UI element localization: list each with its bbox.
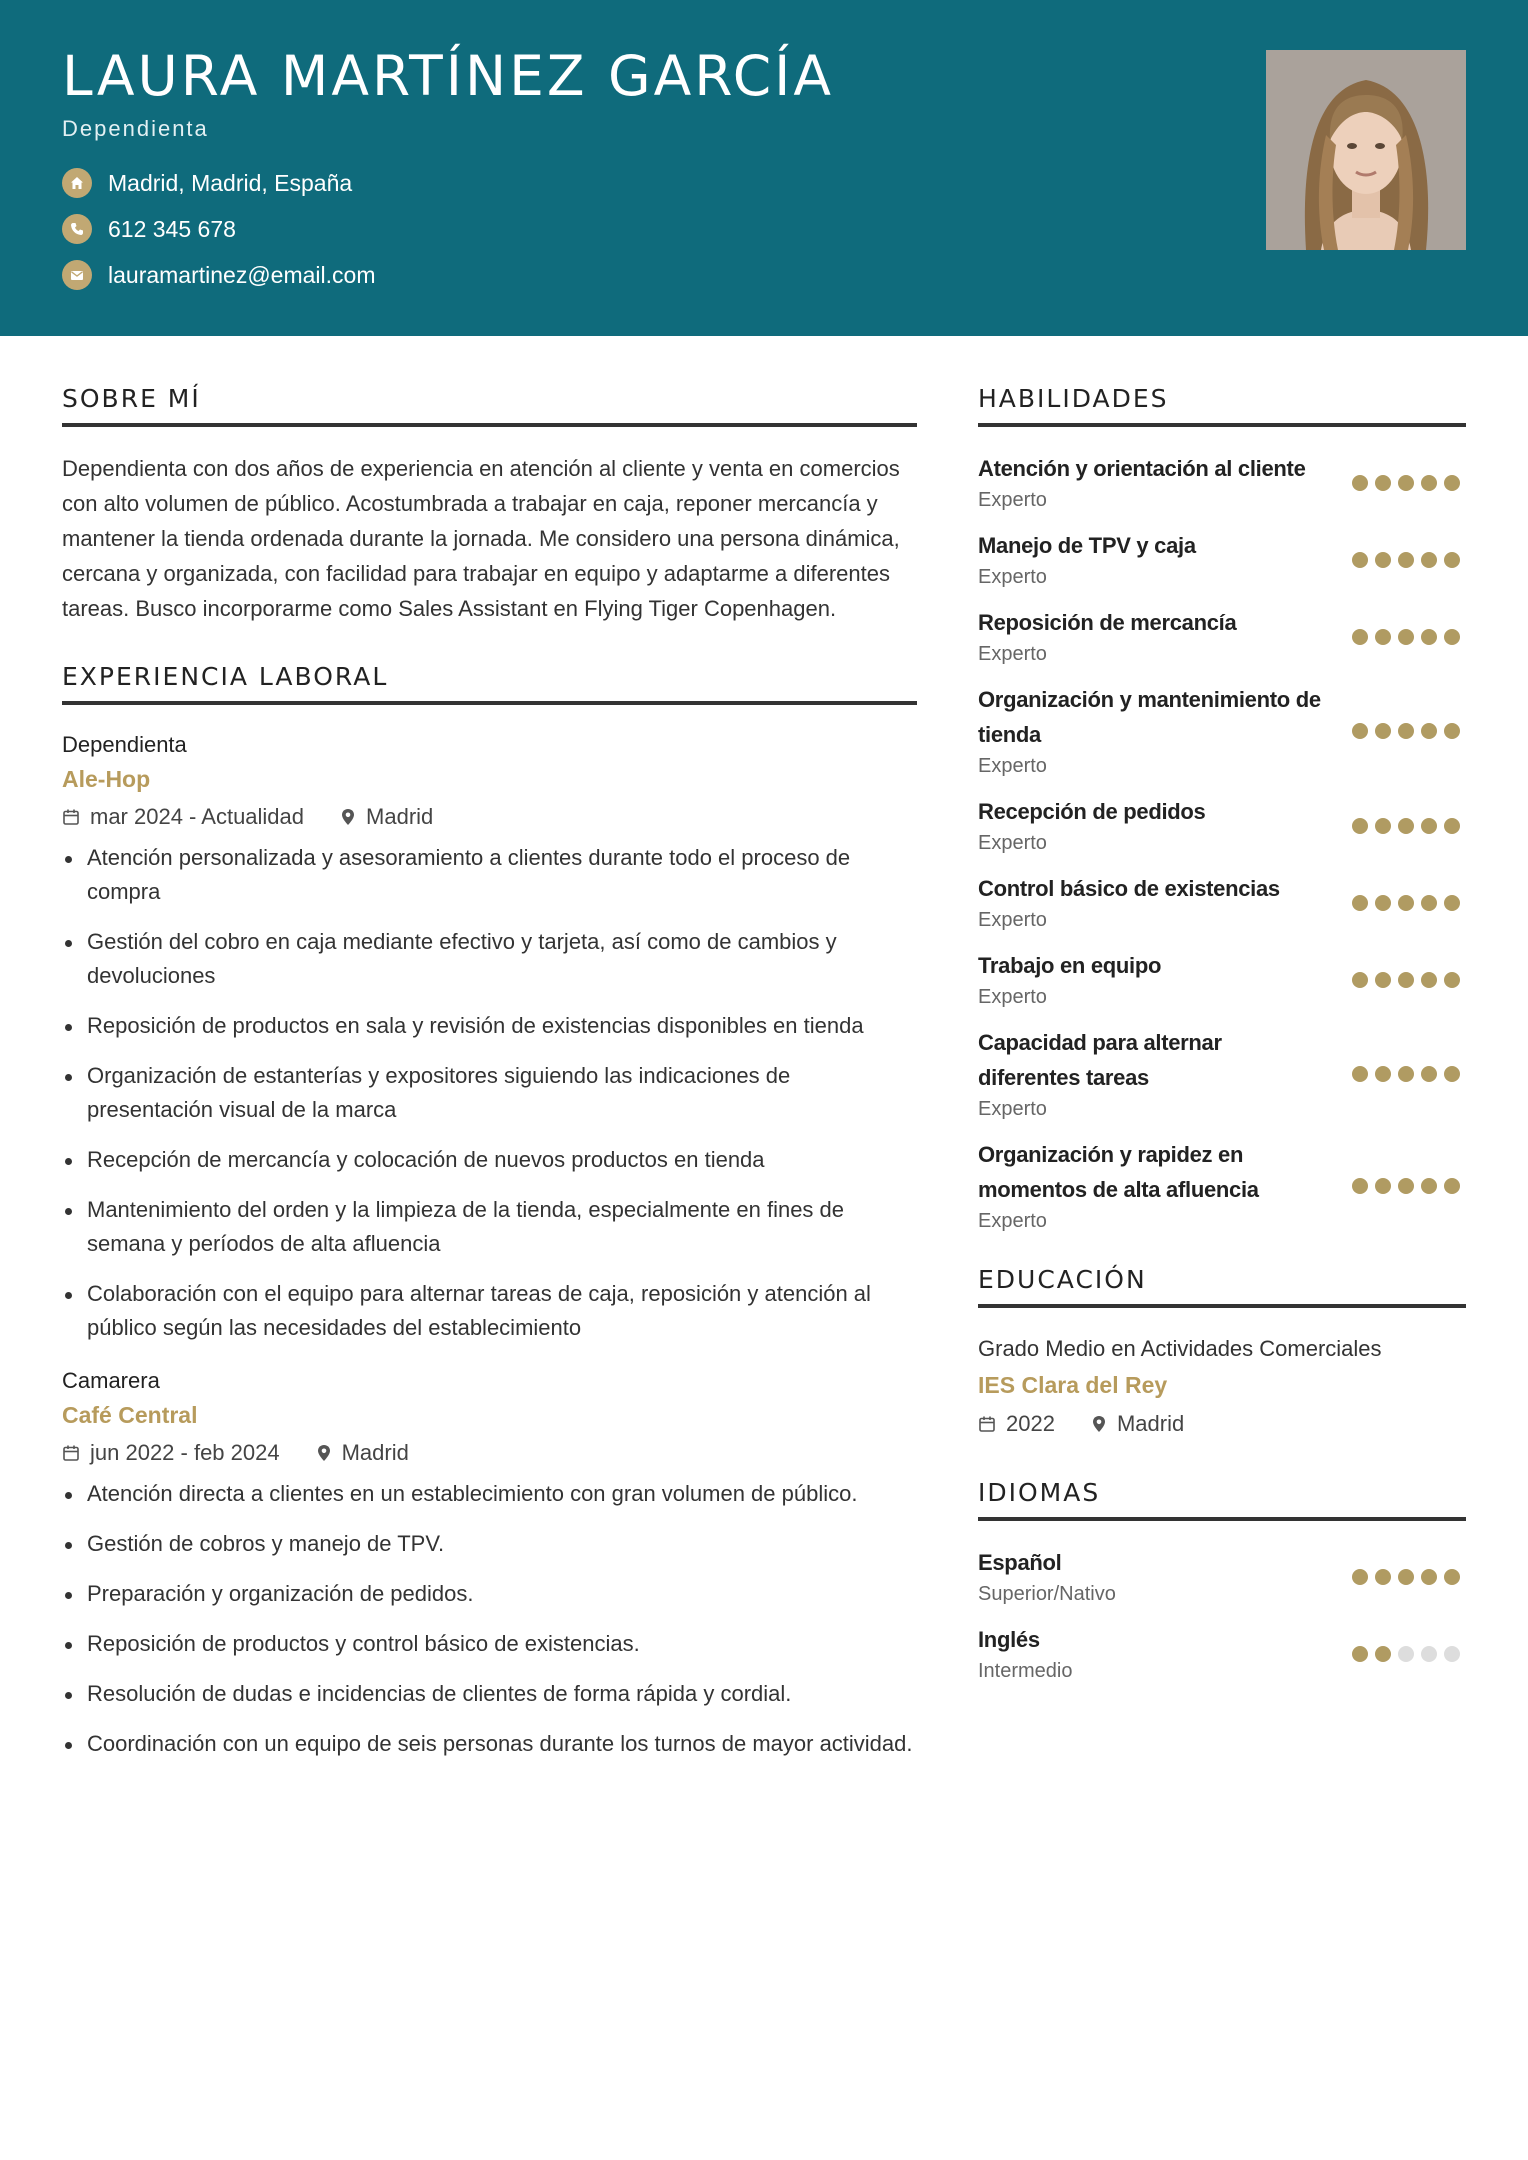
rating-dot-filled	[1375, 1646, 1391, 1662]
rating-dot-filled	[1421, 475, 1437, 491]
phone-icon	[62, 214, 92, 244]
job-bullet: Mantenimiento del orden y la limpieza de la tienda, especialmente en fines de semana y períodos de alta afluencia	[62, 1193, 917, 1261]
job-entry	[62, 729, 917, 1345]
location-pin-icon	[316, 1444, 332, 1462]
rating-dot-filled	[1398, 629, 1414, 645]
contact-address	[62, 160, 376, 206]
job-location-text: Madrid	[366, 804, 434, 829]
skill-rating	[1345, 818, 1460, 834]
job-bullet: Recepción de mercancía y colocación de nuevos productos en tienda	[62, 1143, 917, 1177]
rating-dot-filled	[1398, 552, 1414, 568]
skill-level: Experto	[978, 1210, 1047, 1232]
language-name: Inglés	[978, 1627, 1040, 1652]
job-dates-text: jun 2022 - feb 2024	[90, 1440, 280, 1465]
about-text: Dependienta con dos años de experiencia en atención al cliente y venta en comercios con alto volumen de público. Acostumbrada a trabajar en caja, reponer mercancía y mantener la tienda ordenada durante la jornada. Me considero una persona dinámica, cercana y organizada, con facilidad para trabajar en equipo y adaptarme a diferentes tareas. Busco incorporarme como Sales Assistant en Flying Tiger Copenhagen.	[62, 456, 900, 621]
contact-email	[62, 252, 376, 298]
rating-dot-filled	[1421, 972, 1437, 988]
language-level: Intermedio	[978, 1660, 1073, 1682]
job-entry	[62, 1365, 917, 1761]
rating-dot-filled	[1421, 895, 1437, 911]
rating-dot-filled	[1398, 972, 1414, 988]
job-title: Dependienta	[62, 732, 187, 757]
education-degree: Grado Medio en Actividades Comerciales	[978, 1336, 1382, 1361]
skill-name: Trabajo en equipo	[978, 953, 1162, 978]
education-year	[978, 1411, 1055, 1437]
skill-name: Organización y mantenimiento de tienda	[978, 687, 1321, 747]
education-meta	[978, 1404, 1466, 1444]
rating-dot-filled	[1375, 552, 1391, 568]
job-bullet: Reposición de productos en sala y revisión de existencias disponibles en tienda	[62, 1009, 917, 1043]
skill-name: Recepción de pedidos	[978, 799, 1206, 824]
job-location	[340, 804, 433, 830]
job-bullet: Gestión del cobro en caja mediante efectivo y tarjeta, así como de cambios y devoluciones	[62, 925, 917, 993]
rating-dot-filled	[1352, 1569, 1368, 1585]
rating-dot-filled	[1352, 475, 1368, 491]
job-bullets	[62, 841, 917, 1345]
job-bullet: Colaboración con el equipo para alternar tareas de caja, reposición y atención al público según las necesidades del establecimiento	[62, 1277, 917, 1345]
job-bullet: Reposición de productos y control básico de existencias.	[62, 1627, 917, 1661]
job-company: Café Central	[62, 1402, 198, 1428]
skill-name: Reposición de mercancía	[978, 610, 1237, 635]
skill-item	[978, 605, 1466, 668]
rating-dot-filled	[1352, 723, 1368, 739]
phone-text[interactable]: 612 345 678	[108, 215, 236, 242]
job-bullet: Resolución de dudas e incidencias de clientes de forma rápida y cordial.	[62, 1677, 917, 1711]
skills-list	[978, 451, 1466, 1235]
education-title: EDUCACIÓN	[978, 1265, 1466, 1308]
rating-dot-filled	[1375, 972, 1391, 988]
rating-dot-filled	[1375, 723, 1391, 739]
education-year-text: 2022	[1006, 1411, 1055, 1436]
right-column	[978, 384, 1466, 1699]
skill-rating	[1345, 723, 1460, 739]
job-title: Camarera	[62, 1368, 160, 1393]
profile-photo	[1266, 50, 1466, 250]
job-bullet: Preparación y organización de pedidos.	[62, 1577, 917, 1611]
rating-dot-filled	[1375, 1066, 1391, 1082]
rating-dot-filled	[1352, 1646, 1368, 1662]
skill-item	[978, 871, 1466, 934]
rating-dot-filled	[1421, 1178, 1437, 1194]
candidate-name: LAURA MARTÍNEZ GARCÍA	[62, 44, 835, 108]
mail-icon	[62, 260, 92, 290]
language-level: Superior/Nativo	[978, 1583, 1116, 1605]
rating-dot-filled	[1421, 552, 1437, 568]
skill-level: Experto	[978, 566, 1047, 588]
rating-dot-filled	[1398, 895, 1414, 911]
rating-dot-filled	[1398, 818, 1414, 834]
job-meta	[62, 1433, 917, 1473]
rating-dot-filled	[1444, 552, 1460, 568]
skill-rating	[1345, 895, 1460, 911]
rating-dot-filled	[1444, 972, 1460, 988]
rating-dot-filled	[1352, 552, 1368, 568]
language-rating	[1345, 1569, 1460, 1585]
language-item	[978, 1622, 1466, 1685]
contact-phone	[62, 206, 376, 252]
address-text: Madrid, Madrid, España	[108, 169, 353, 196]
rating-dot-filled	[1444, 895, 1460, 911]
language-name: Español	[978, 1550, 1062, 1575]
skill-item	[978, 1025, 1466, 1123]
skill-name: Organización y rapidez en momentos de alta afluencia	[978, 1142, 1259, 1202]
job-location	[316, 1440, 409, 1466]
rating-dot-filled	[1398, 723, 1414, 739]
rating-dot-filled	[1398, 1569, 1414, 1585]
location-pin-icon	[1091, 1415, 1107, 1433]
rating-dot-empty	[1421, 1646, 1437, 1662]
skill-name: Control básico de existencias	[978, 876, 1280, 901]
home-icon	[62, 168, 92, 198]
skill-item	[978, 794, 1466, 857]
education-school: IES Clara del Rey	[978, 1372, 1168, 1398]
rating-dot-filled	[1421, 1569, 1437, 1585]
header-banner	[0, 0, 1528, 336]
calendar-icon	[978, 1415, 996, 1433]
location-pin-icon	[340, 808, 356, 826]
experience-title: EXPERIENCIA LABORAL	[62, 662, 917, 705]
skill-rating	[1345, 552, 1460, 568]
job-bullet: Coordinación con un equipo de seis personas durante los turnos de mayor actividad.	[62, 1727, 917, 1761]
skill-item	[978, 948, 1466, 1011]
rating-dot-filled	[1444, 629, 1460, 645]
skill-level: Experto	[978, 1098, 1047, 1120]
left-column	[62, 384, 917, 1781]
skill-name: Capacidad para alternar diferentes tareas	[978, 1030, 1222, 1090]
rating-dot-filled	[1375, 895, 1391, 911]
job-bullet: Organización de estanterías y expositores siguiendo las indicaciones de presentación visual de la marca	[62, 1059, 917, 1127]
skill-rating	[1345, 629, 1460, 645]
skills-title: HABILIDADES	[978, 384, 1466, 427]
skill-rating	[1345, 1178, 1460, 1194]
job-bullet: Gestión de cobros y manejo de TPV.	[62, 1527, 917, 1561]
job-meta	[62, 797, 917, 837]
rating-dot-filled	[1375, 629, 1391, 645]
rating-dot-filled	[1421, 629, 1437, 645]
job-location-text: Madrid	[341, 1440, 409, 1465]
rating-dot-filled	[1352, 972, 1368, 988]
rating-dot-filled	[1352, 895, 1368, 911]
skill-item	[978, 528, 1466, 591]
rating-dot-filled	[1421, 818, 1437, 834]
rating-dot-filled	[1444, 1178, 1460, 1194]
rating-dot-filled	[1444, 818, 1460, 834]
skill-item	[978, 451, 1466, 514]
languages-title: IDIOMAS	[978, 1478, 1466, 1521]
job-company: Ale-Hop	[62, 766, 151, 792]
contact-list	[62, 160, 376, 298]
rating-dot-filled	[1352, 1178, 1368, 1194]
rating-dot-empty	[1444, 1646, 1460, 1662]
rating-dot-filled	[1375, 1178, 1391, 1194]
skill-level: Experto	[978, 909, 1047, 931]
rating-dot-filled	[1444, 1066, 1460, 1082]
job-dates-text: mar 2024 - Actualidad	[90, 804, 305, 829]
skill-level: Experto	[978, 489, 1047, 511]
skill-level: Experto	[978, 986, 1047, 1008]
rating-dot-filled	[1375, 818, 1391, 834]
language-rating	[1345, 1646, 1460, 1662]
rating-dot-filled	[1444, 475, 1460, 491]
skill-name: Atención y orientación al cliente	[978, 456, 1306, 481]
skill-rating	[1345, 1066, 1460, 1082]
email-text[interactable]: lauramartinez@email.com	[108, 261, 376, 288]
calendar-icon	[62, 808, 80, 826]
rating-dot-filled	[1352, 629, 1368, 645]
rating-dot-filled	[1421, 1066, 1437, 1082]
skill-item	[978, 1137, 1466, 1235]
skill-level: Experto	[978, 832, 1047, 854]
rating-dot-filled	[1398, 1178, 1414, 1194]
rating-dot-filled	[1398, 475, 1414, 491]
rating-dot-filled	[1375, 1569, 1391, 1585]
rating-dot-filled	[1444, 723, 1460, 739]
education-location	[1091, 1411, 1184, 1437]
job-dates	[62, 804, 304, 830]
language-item	[978, 1545, 1466, 1608]
rating-dot-filled	[1375, 475, 1391, 491]
rating-dot-filled	[1444, 1569, 1460, 1585]
rating-dot-filled	[1421, 723, 1437, 739]
rating-dot-filled	[1352, 818, 1368, 834]
skill-level: Experto	[978, 755, 1047, 777]
skill-item	[978, 682, 1466, 780]
job-dates	[62, 1440, 280, 1466]
skill-name: Manejo de TPV y caja	[978, 533, 1196, 558]
skill-level: Experto	[978, 643, 1047, 665]
rating-dot-empty	[1398, 1646, 1414, 1662]
rating-dot-filled	[1352, 1066, 1368, 1082]
job-bullet: Atención directa a clientes en un establecimiento con gran volumen de público.	[62, 1477, 917, 1511]
education-location-text: Madrid	[1116, 1411, 1185, 1436]
calendar-icon	[62, 1444, 80, 1462]
skill-rating	[1345, 972, 1460, 988]
about-title: SOBRE MÍ	[62, 384, 917, 427]
job-bullets	[62, 1477, 917, 1761]
candidate-role: Dependienta	[62, 116, 209, 141]
skill-rating	[1345, 475, 1460, 491]
job-bullet: Atención personalizada y asesoramiento a clientes durante todo el proceso de compra	[62, 841, 917, 909]
rating-dot-filled	[1398, 1066, 1414, 1082]
